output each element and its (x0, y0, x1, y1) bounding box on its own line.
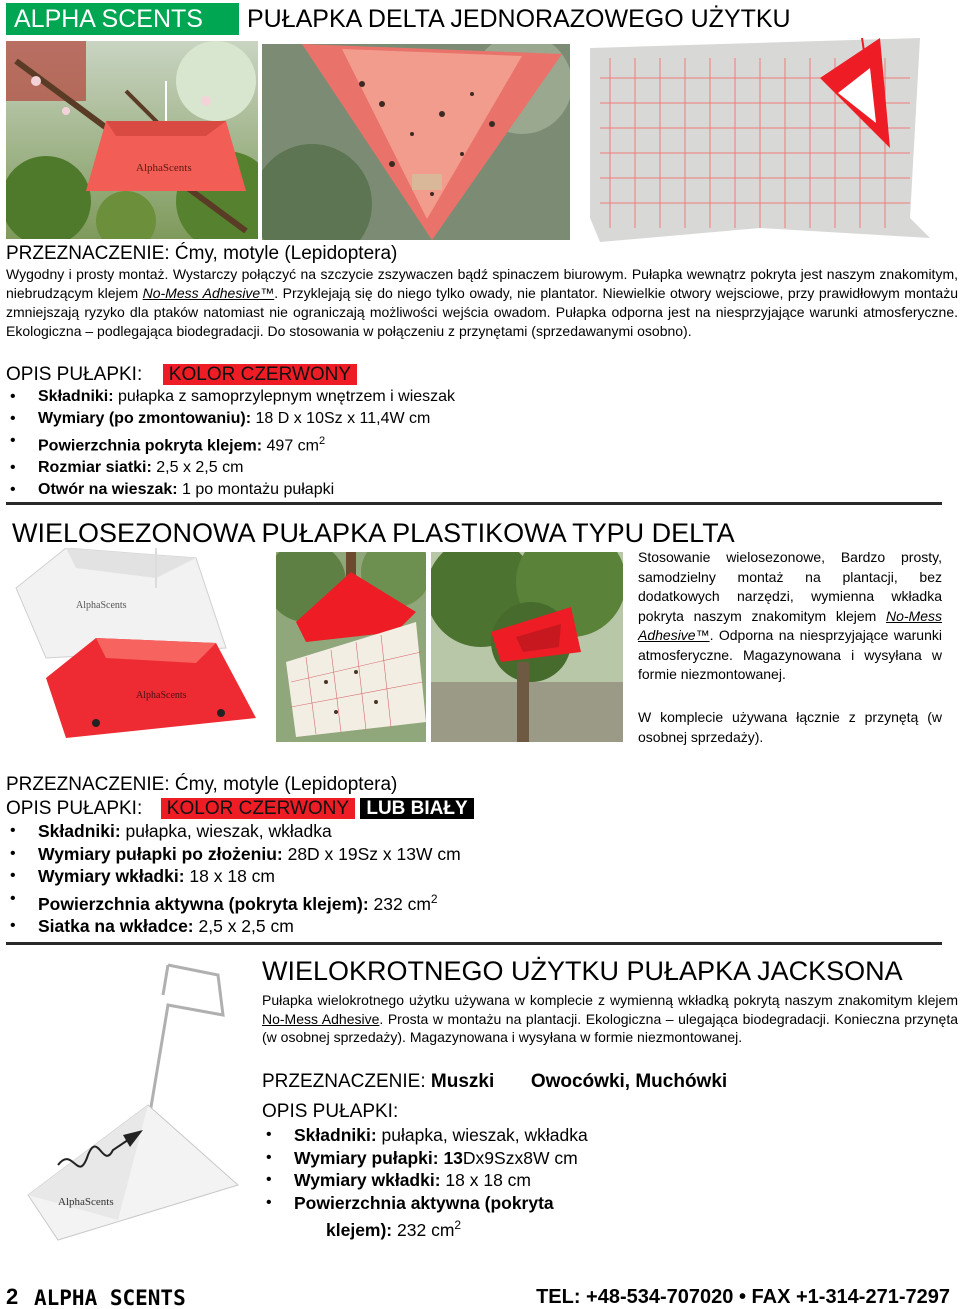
trap-description-label-1 (6, 363, 506, 387)
section-divider-1 (6, 502, 942, 505)
photo-red-trap-with-insert (276, 552, 426, 742)
spec-label: Wymiary (po zmontowaniu): (38, 410, 252, 427)
photo-trap-hanging-in-orchard (431, 552, 623, 742)
trap-logo-text: AlphaScents (76, 600, 127, 611)
spec-item (6, 865, 626, 888)
spec-item (6, 888, 626, 915)
spec-value: 18 x 18 cm (440, 1170, 532, 1190)
spec-value: 497 cm (262, 437, 319, 455)
description-1 (6, 265, 958, 341)
spec-value: 1 po montażu pułapki (177, 481, 335, 499)
section-divider-2 (6, 942, 942, 945)
trap-description-label-3: OPIS PUŁAPKI: (262, 1101, 399, 1122)
spec-value: 232 cm (368, 893, 431, 914)
spec-value: 18 x 18 cm (184, 866, 276, 886)
spec-label: Powierzchnia aktywna (pokryta (294, 1192, 554, 1213)
spec-label: Rozmiar siatki: (38, 459, 152, 477)
trap-logo-text: AlphaScents (136, 690, 187, 701)
page-number: 2 (6, 1284, 19, 1309)
spec-item (6, 479, 606, 501)
spec-value: pułapka, wieszak, wkładka (376, 1125, 588, 1145)
spec-value: 28D x 19Sz x 13W cm (282, 843, 461, 864)
spec-item (6, 457, 606, 479)
spec-value: pułapka, wieszak, wkładka (120, 821, 332, 841)
spec-label: Wymiary pułapki po złożeniu: (38, 843, 283, 864)
spec-sup: 2 (319, 435, 326, 447)
page-title: PUŁAPKA DELTA JEDNORAZOWEGO UŻYTKU (247, 5, 791, 33)
spec-item (262, 1147, 822, 1170)
section-title-3: WIELOKROTNEGO UŻYTKU PUŁAPKA JACKSONA (262, 956, 903, 986)
spec-value: pułapka z samoprzylepnym wnętrzem i wieszak (113, 388, 456, 405)
spec-label: Wymiary wkładki: (38, 866, 185, 886)
spec-value: 2,5 x 2,5 cm (151, 459, 244, 477)
trap-logo-text: AlphaScents (58, 1196, 114, 1208)
photo-plastic-delta-traps (6, 548, 270, 740)
spec-item-continued (262, 1214, 822, 1241)
color-badge-red-2: KOLOR CZERWONY (161, 798, 355, 819)
purpose-label-3: PRZEZNACZENIE: (262, 1071, 426, 1092)
description-2-text-a: Stosowanie wielosezonowe, Bardzo prosty, samodzielny montaż na plantacji, bez dodatkowych narzędzi, wymienna wkładka pokryta naszym znakomitym klejem (638, 549, 942, 624)
description-2-extra: W komplecie używana łącznie z przynętą (w osobnej sprzedaży). (638, 709, 942, 745)
description-2 (638, 548, 942, 685)
adhesive-link-1[interactable]: No-Mess Adhesive™ (142, 285, 275, 301)
spec-list-2 (6, 820, 626, 937)
spec-item (6, 408, 606, 430)
spec-sup: 2 (454, 1218, 462, 1232)
spec-label: klejem): (326, 1219, 393, 1240)
opis-label-2: OPIS PUŁAPKI: (6, 798, 143, 819)
opis-label-1: OPIS PUŁAPKI: (6, 364, 143, 385)
spec-item (6, 915, 626, 938)
description-1-text-b: . Przyklejają się do niego tylko owady, nie plantator. Niewielkie otwory wejsciowe, przy prawidłowym montażu zmniejszają ryzyko dla ptaków natomiast nie ograniczają możliwości wejścia owadom. Pułapka odporna jest na niesprzyjające warunki atmosferyczne. Ekologiczna – podlegająca biodegradacji. Do stosowania w połączeniu z przynętami (sprzedawanymi osobno). (6, 285, 958, 339)
footer-brand: ALPHA SCENTS (34, 1286, 186, 1309)
spec-label: Powierzchnia pokryta klejem: (38, 437, 263, 455)
photo-jackson-trap (18, 955, 248, 1245)
adhesive-link-3[interactable]: No-Mess Adhesive (262, 1010, 380, 1027)
spec-item (6, 843, 626, 866)
description-2-text-b: . Odporna na niesprzyjające warunki atmosferyczne. Magazynowana i wysyłana w formie niezmontowanej. (638, 627, 942, 682)
spec-sup: 2 (430, 891, 438, 906)
spec-label: Siatka na wkładce: (38, 915, 194, 936)
spec-item (262, 1192, 822, 1215)
description-3-text-a: Pułapka wielokrotnego użytku używana w komplecie z wymienną wkładką pokrytą naszym znakomitym klejem (262, 992, 958, 1008)
spec-label: Wymiary pułapki: 13 (294, 1147, 463, 1168)
spec-label: Składniki: (294, 1125, 377, 1145)
spec-value: 18 D x 10Sz x 11,4W cm (251, 410, 431, 427)
purpose-value-3a: Muszki (430, 1071, 495, 1092)
adhesive-link-2[interactable]: No-Mess Adhesive™ (638, 607, 942, 643)
description-1-text-a: Wygodny i prosty montaż. Wystarczy połączyć na szczycie zszywaczen bądź spinaczem biurowym. Pułapka wewnątrz pokryta jest naszym znakomitym, niebrudzącym klejem (6, 266, 958, 301)
trap-logo-text: AlphaScents (136, 162, 192, 174)
description-3-text-b: . Prosta w montażu na plantacji. Ekologiczna – ulegająca biodegradacji. Konieczna przynęta (w osobnej sprzedaży). Magazynowana i wysyłana w formie niezmontowanej. (262, 1010, 958, 1045)
spec-item (6, 430, 606, 457)
color-badge-white-2: LUB BIAŁY (360, 798, 473, 819)
spec-label: Powierzchnia aktywna (pokryta klejem): (38, 893, 369, 914)
spec-item (6, 386, 606, 408)
spec-value: Dx9Szx8W cm (462, 1147, 578, 1168)
spec-list-1 (6, 386, 606, 501)
purpose-value-3b: Owocówki, Muchówki (530, 1071, 728, 1092)
description-3 (262, 991, 958, 1047)
brand-badge: ALPHA SCENTS (6, 3, 239, 35)
photo-delta-trap-in-tree (6, 41, 258, 239)
spec-list-3 (262, 1124, 822, 1241)
spec-value: 232 cm (392, 1219, 455, 1240)
spec-label: Otwór na wieszak: (38, 481, 178, 499)
purpose-heading-2: PRZEZNACZENIE: Ćmy, motyle (Lepidoptera) (6, 774, 398, 795)
photo-trap-with-insects (262, 44, 570, 240)
trap-description-label-2 (6, 797, 606, 821)
spec-label: Wymiary wkładki: (294, 1170, 441, 1190)
spec-item (6, 820, 626, 843)
spec-item (262, 1124, 822, 1147)
section-title-2: WIELOSEZONOWA PUŁAPKA PLASTIKOWA TYPU DELTA (12, 518, 735, 548)
spec-label: Składniki: (38, 388, 114, 405)
spec-value: 2,5 x 2,5 cm (193, 915, 294, 936)
color-badge-red-1: KOLOR CZERWONY (163, 364, 357, 385)
footer-contact: TEL: +48-534-707020 • FAX +1-314-271-7297 (536, 1286, 950, 1308)
page-footer (6, 1284, 950, 1309)
purpose-heading-1: PRZEZNACZENIE: Ćmy, motyle (Lepidoptera) (6, 243, 398, 264)
purpose-heading-3 (262, 1070, 952, 1094)
spec-item (262, 1169, 822, 1192)
spec-label: Składniki: (38, 821, 121, 841)
photo-opened-sticky-insert (580, 38, 956, 242)
